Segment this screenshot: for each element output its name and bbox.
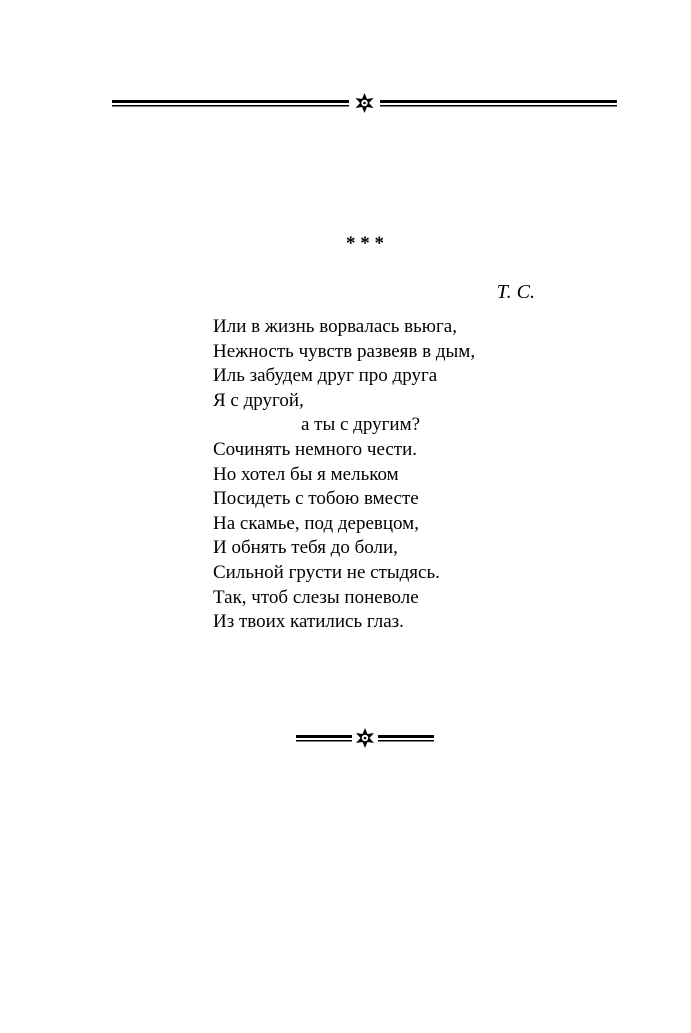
poem-line: И обнять тебя до боли,	[213, 537, 398, 559]
poem-line: Иль забудем друг про друга	[213, 365, 438, 387]
dedication: Т. С.	[496, 281, 535, 303]
poem-line: Из твоих катились глаз.	[213, 611, 404, 633]
poem-line: Посидеть с тобою вместе	[213, 488, 419, 510]
section-separator: * * *	[346, 233, 384, 254]
poem-line: Нежность чувств развеяв в дым,	[213, 340, 476, 362]
poem-line: Но хотел бы я мельком	[213, 463, 399, 485]
poem-line: а ты с другим?	[301, 414, 421, 436]
poem-line: Так, чтоб слезы поневоле	[213, 586, 419, 608]
poem-body	[213, 315, 553, 635]
star-ornament-icon	[356, 728, 374, 748]
poem-line: На скамье, под деревцом,	[213, 512, 419, 534]
top-ornament-rule	[112, 92, 617, 114]
bottom-ornament-rule	[296, 727, 434, 749]
star-ornament-icon	[356, 93, 374, 113]
poem-line: Я с другой,	[213, 389, 304, 411]
poem-line: Сильной грусти не стыдясь.	[213, 561, 440, 583]
poem-line: Или в жизнь ворвалась вьюга,	[213, 316, 457, 337]
poem-line: Сочинять немного чести.	[213, 438, 418, 460]
